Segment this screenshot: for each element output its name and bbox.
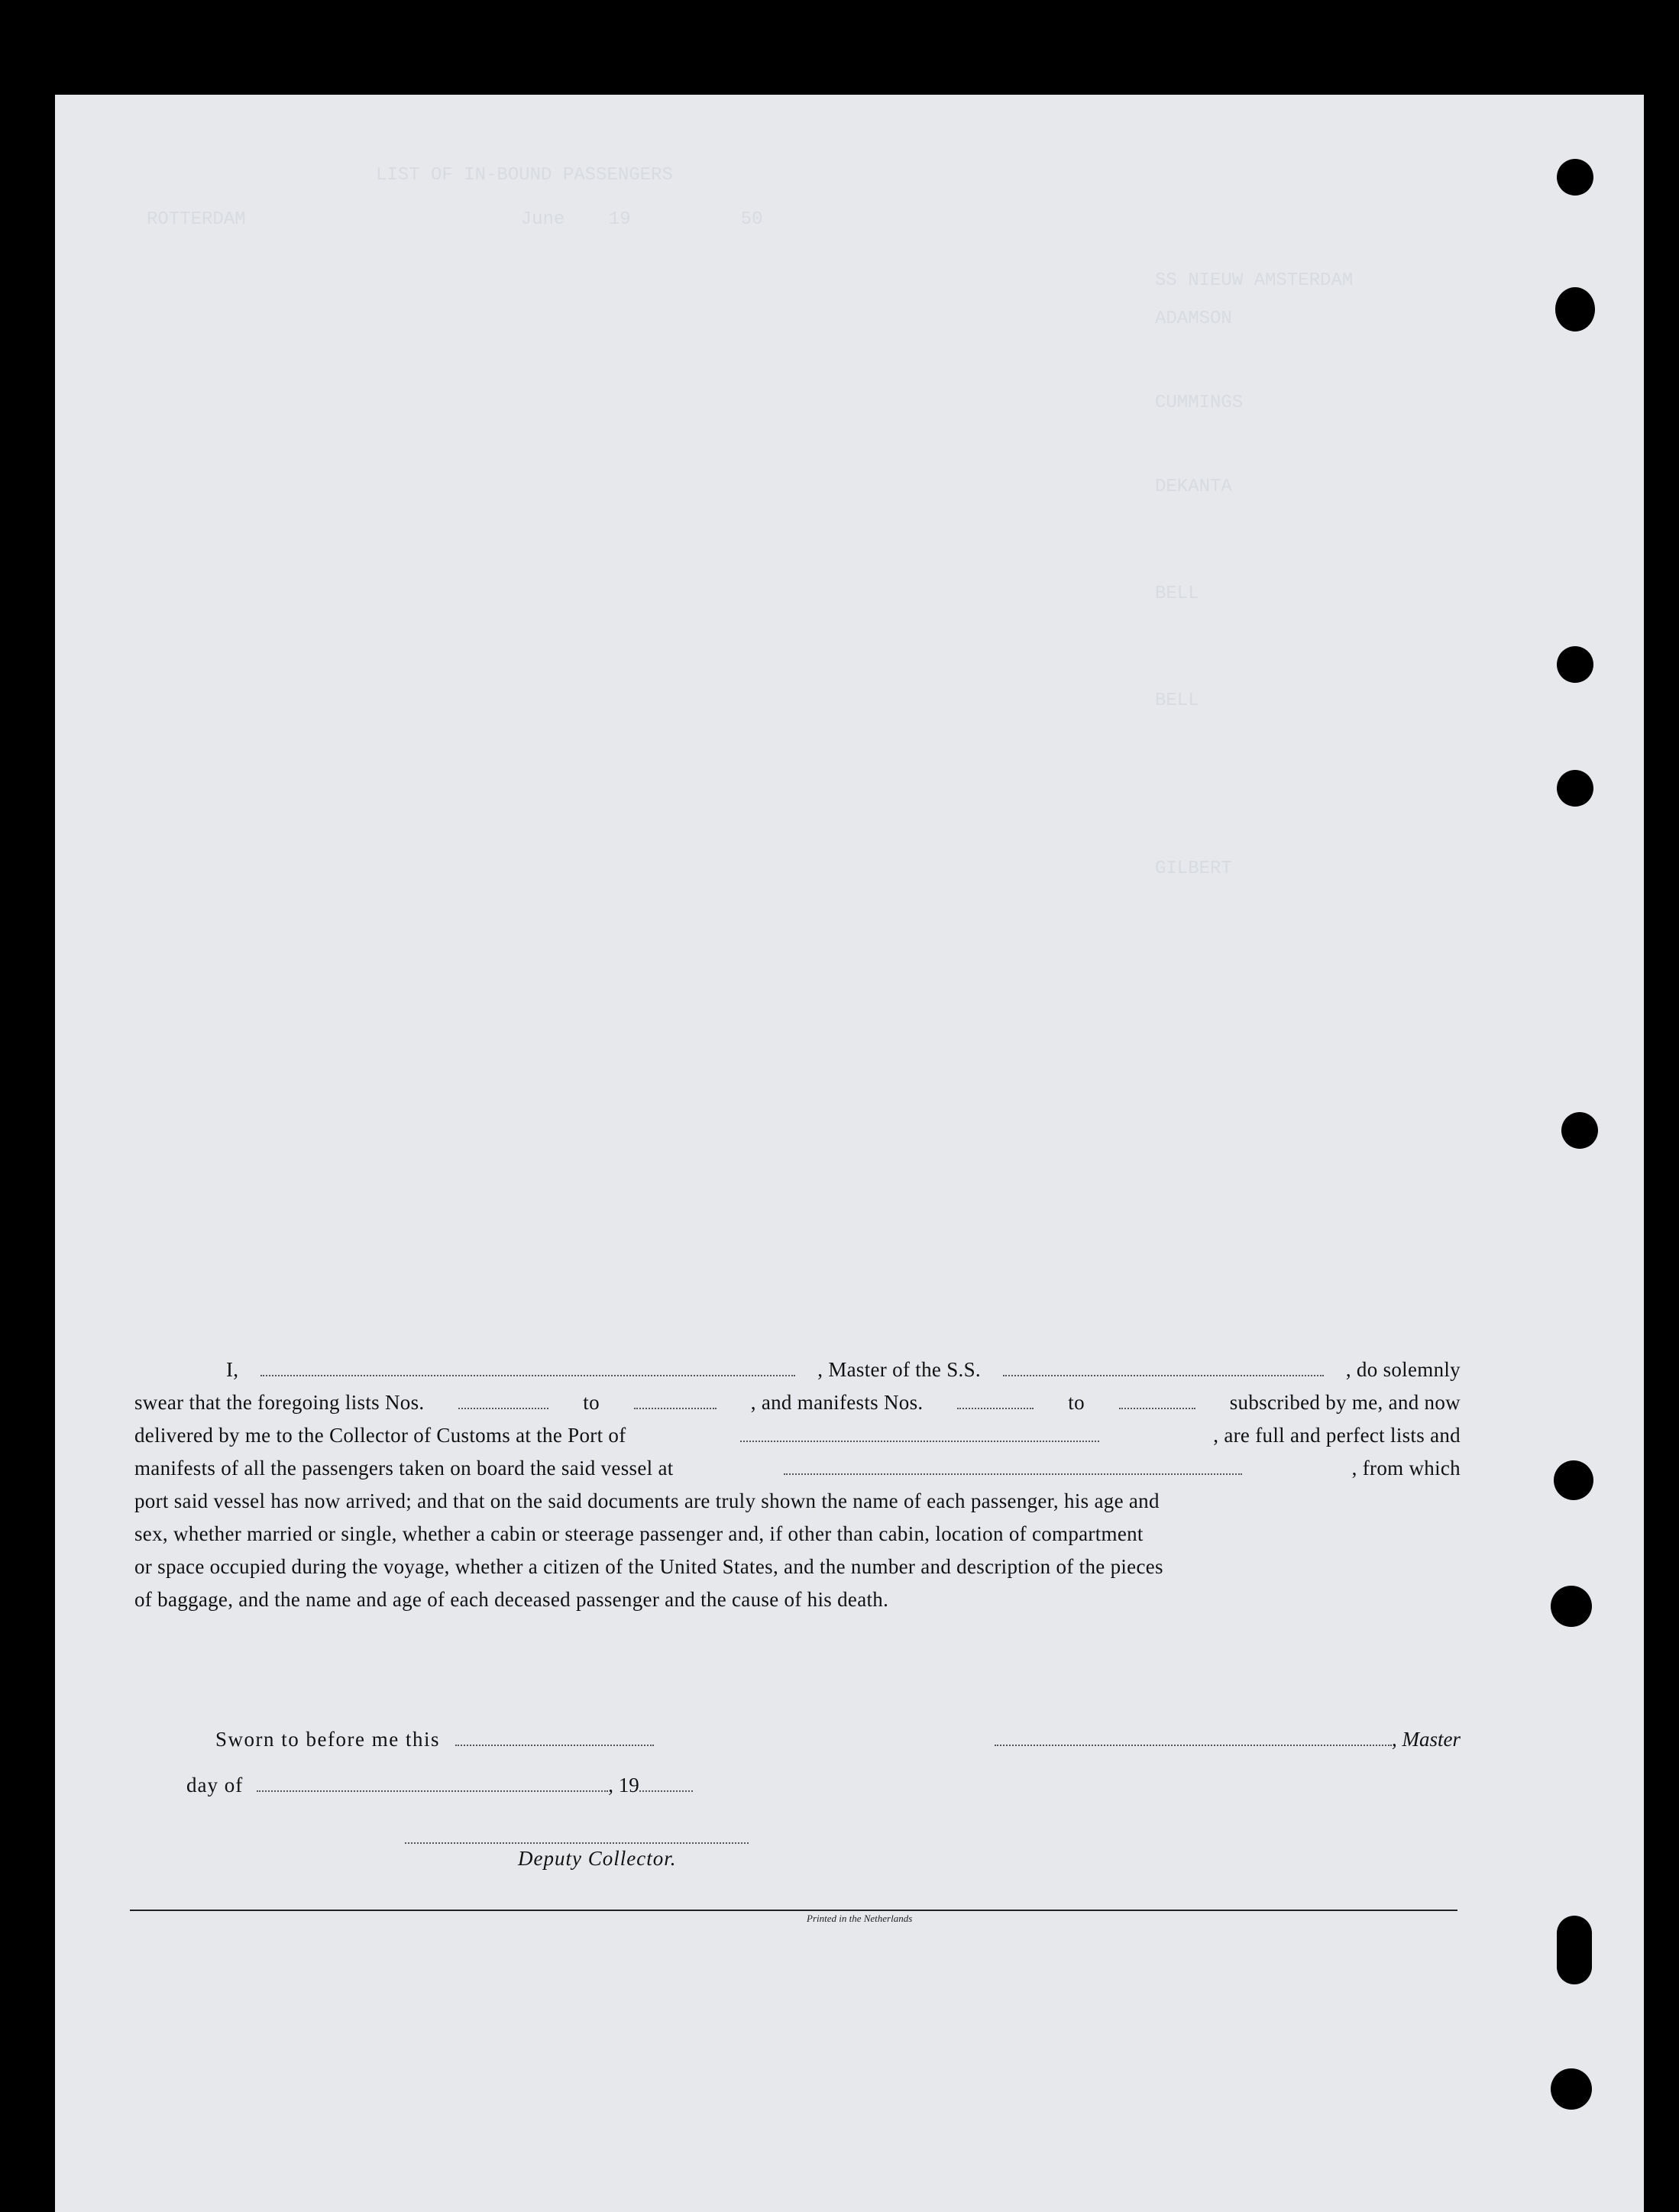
departure-port-field[interactable] (784, 1458, 1242, 1475)
document-page (55, 95, 1644, 2212)
port-field[interactable] (740, 1425, 1099, 1442)
bleed-through-text: CUMMINGS (1155, 393, 1244, 413)
binder-hole (1555, 287, 1595, 331)
master-signature-field[interactable] (995, 1729, 1392, 1746)
bleed-through-text: LIST OF IN-BOUND PASSENGERS (376, 165, 673, 186)
oath-text: subscribed by me, and now (1229, 1391, 1461, 1414)
oath-text: , and manifests Nos. (750, 1391, 924, 1414)
oath-line (134, 1518, 1461, 1551)
oath-line (134, 1353, 1461, 1386)
sworn-line (134, 1728, 1461, 1751)
binder-hole (1557, 159, 1593, 196)
oath-text: to (1068, 1391, 1085, 1414)
oath-text: , do solemnly (1345, 1358, 1461, 1381)
lists-from-field[interactable] (458, 1392, 548, 1409)
deputy-collector-text: Deputy Collector. (518, 1847, 677, 1870)
printed-note: Printed in the Netherlands (807, 1913, 913, 1924)
bleed-through-text: ROTTERDAM June 19 50 (147, 209, 763, 230)
master-label: , Master (1392, 1728, 1461, 1751)
bleed-through-text: BELL (1155, 690, 1199, 711)
oath-text: , from which (1351, 1457, 1461, 1480)
bleed-through-text: ADAMSON (1155, 309, 1232, 329)
oath-paragraph (134, 1353, 1461, 1616)
manifests-to-field[interactable] (1119, 1392, 1195, 1409)
oath-text: swear that the foregoing lists Nos. (134, 1391, 425, 1414)
bleed-through-text: SS NIEUW AMSTERDAM (1155, 270, 1354, 291)
bleed-through-text: DEKANTA (1155, 477, 1232, 497)
day-of-line (134, 1774, 1461, 1797)
sworn-date-field[interactable] (455, 1729, 654, 1746)
year-text: , 19 (608, 1774, 639, 1796)
binder-hole (1551, 2068, 1592, 2110)
bleed-through-text: BELL (1155, 584, 1199, 604)
binder-hole (1557, 1916, 1592, 1984)
oath-line (134, 1386, 1461, 1419)
lists-to-field[interactable] (634, 1392, 717, 1409)
master-name-field[interactable] (260, 1360, 795, 1376)
oath-text: port said vessel has now arrived; and that on the said documents are truly shown the name of each passenger, his age and (134, 1489, 1160, 1512)
day-of-text: day of (186, 1774, 244, 1796)
day-of-field[interactable] (257, 1775, 608, 1792)
oath-text: delivered by me to the Collector of Customs at the Port of (134, 1424, 626, 1447)
binder-hole (1557, 646, 1593, 683)
oath-line (134, 1452, 1461, 1485)
binder-hole (1554, 1460, 1593, 1500)
oath-line (134, 1551, 1461, 1583)
oath-line (134, 1419, 1461, 1452)
year-field[interactable] (639, 1775, 693, 1792)
oath-text: I, (226, 1358, 239, 1381)
bleed-through-text: GILBERT (1155, 859, 1232, 879)
deputy-signature-field[interactable] (405, 1827, 749, 1844)
binder-hole (1561, 1112, 1598, 1149)
oath-text: or space occupied during the voyage, whether a citizen of the United States, and the number and description of the pieces (134, 1555, 1163, 1578)
oath-text: of baggage, and the name and age of each deceased passenger and the cause of his death. (134, 1588, 889, 1611)
deputy-collector-label (518, 1847, 676, 1871)
oath-text: , are full and perfect lists and (1213, 1424, 1461, 1447)
ship-name-field[interactable] (1003, 1360, 1324, 1376)
binder-hole (1557, 770, 1593, 807)
footer-rule (130, 1910, 1457, 1911)
oath-text: sex, whether married or single, whether a cabin or steerage passenger and, if other than cabin, location of compartment (134, 1522, 1144, 1545)
binder-hole (1551, 1586, 1592, 1627)
manifests-from-field[interactable] (957, 1392, 1034, 1409)
sworn-text: Sworn to before me this (215, 1728, 440, 1751)
oath-text: to (583, 1391, 600, 1414)
oath-text: manifests of all the passengers taken on board the said vessel at (134, 1457, 674, 1480)
oath-line (134, 1583, 1461, 1616)
oath-line (134, 1485, 1461, 1518)
oath-text: , Master of the S.S. (817, 1358, 981, 1381)
